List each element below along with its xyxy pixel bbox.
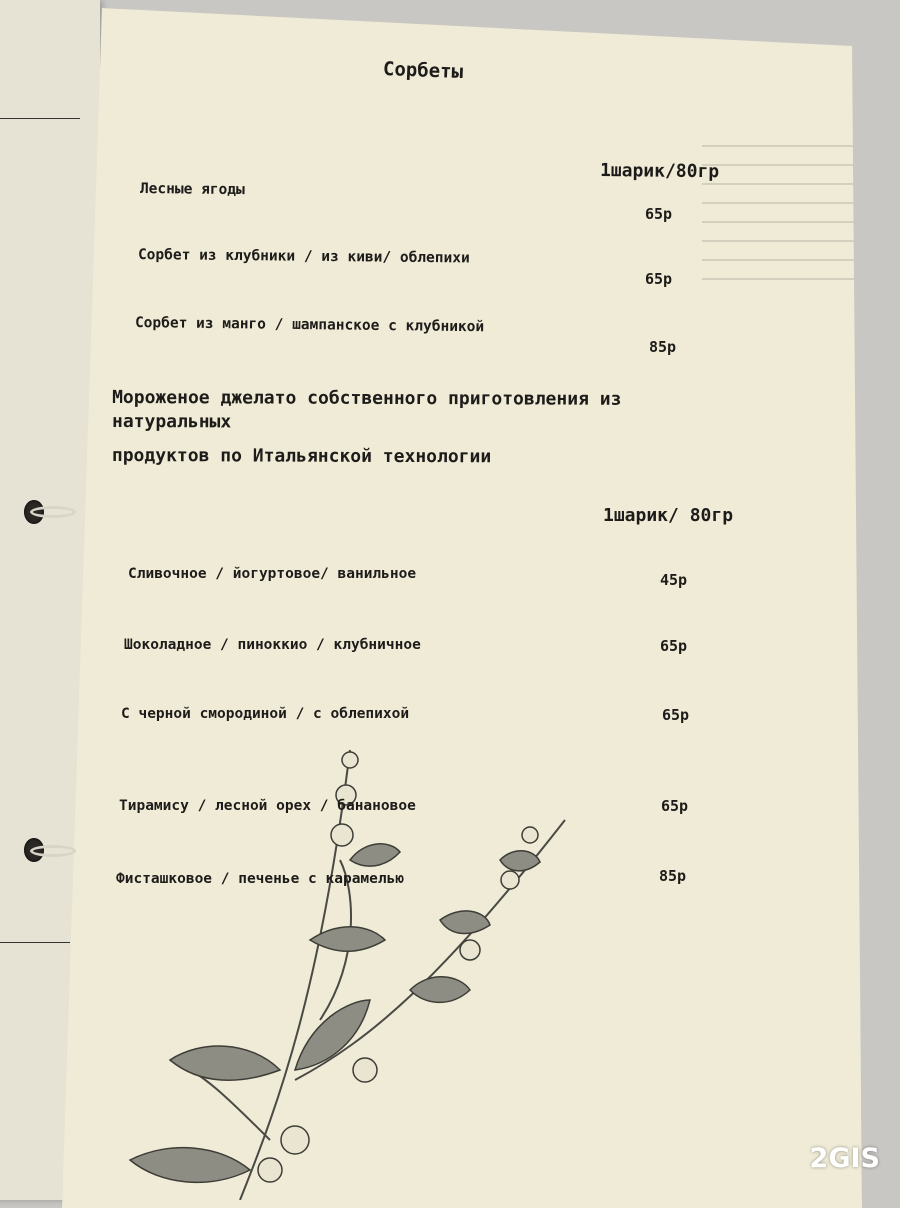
watermark-logo: 2GIS xyxy=(809,1143,880,1174)
gelato-item-price: 85р xyxy=(659,867,687,885)
sorbet-item-name: Сорбет из манго / шампанское с клубникой xyxy=(134,315,485,336)
gelato-heading xyxy=(112,386,792,470)
sorbet-item-name: Сорбет из клубники / из киви/ облепихи xyxy=(137,247,470,267)
gelato-unit: 1шарик/ 80гр xyxy=(603,505,734,526)
gelato-heading-line: Мороженое джелато собственного приготовления из xyxy=(112,387,622,410)
gelato-heading-line: натуральных xyxy=(111,411,232,433)
gelato-item-price: 65р xyxy=(662,706,690,724)
section-title-sorbets: Сорбеты xyxy=(382,58,464,84)
page-rule-top xyxy=(0,118,80,119)
binder-ring-top xyxy=(30,506,76,518)
gelato-item-name: Фисташковое / печенье с карамелью xyxy=(116,871,405,887)
page-rule-bottom xyxy=(0,942,70,943)
show-through-text xyxy=(702,128,882,297)
sorbet-item-price: 65р xyxy=(645,205,673,223)
gelato-item-price: 65р xyxy=(661,797,689,815)
sorbet-item-price: 65р xyxy=(645,270,673,288)
sorbet-item-name: Лесные ягоды xyxy=(139,181,245,199)
gelato-item-name: Шоколадное / пиноккио / клубничное xyxy=(124,637,421,653)
gelato-item-name: Сливочное / йогуртовое/ ванильное xyxy=(128,566,417,582)
gelato-item-price: 45р xyxy=(660,571,688,589)
gelato-heading-line: продуктов по Итальянской технологии xyxy=(111,444,492,468)
gelato-item-name: С черной смородиной / с облепихой xyxy=(121,706,410,722)
sorbet-item-price: 85р xyxy=(649,338,677,356)
binder-ring-bottom xyxy=(30,845,76,857)
gelato-item-price: 65р xyxy=(660,637,688,655)
gelato-item-name: Тирамису / лесной орех / банановое xyxy=(119,798,416,814)
sorbet-unit: 1шарик/80гр xyxy=(599,160,720,183)
